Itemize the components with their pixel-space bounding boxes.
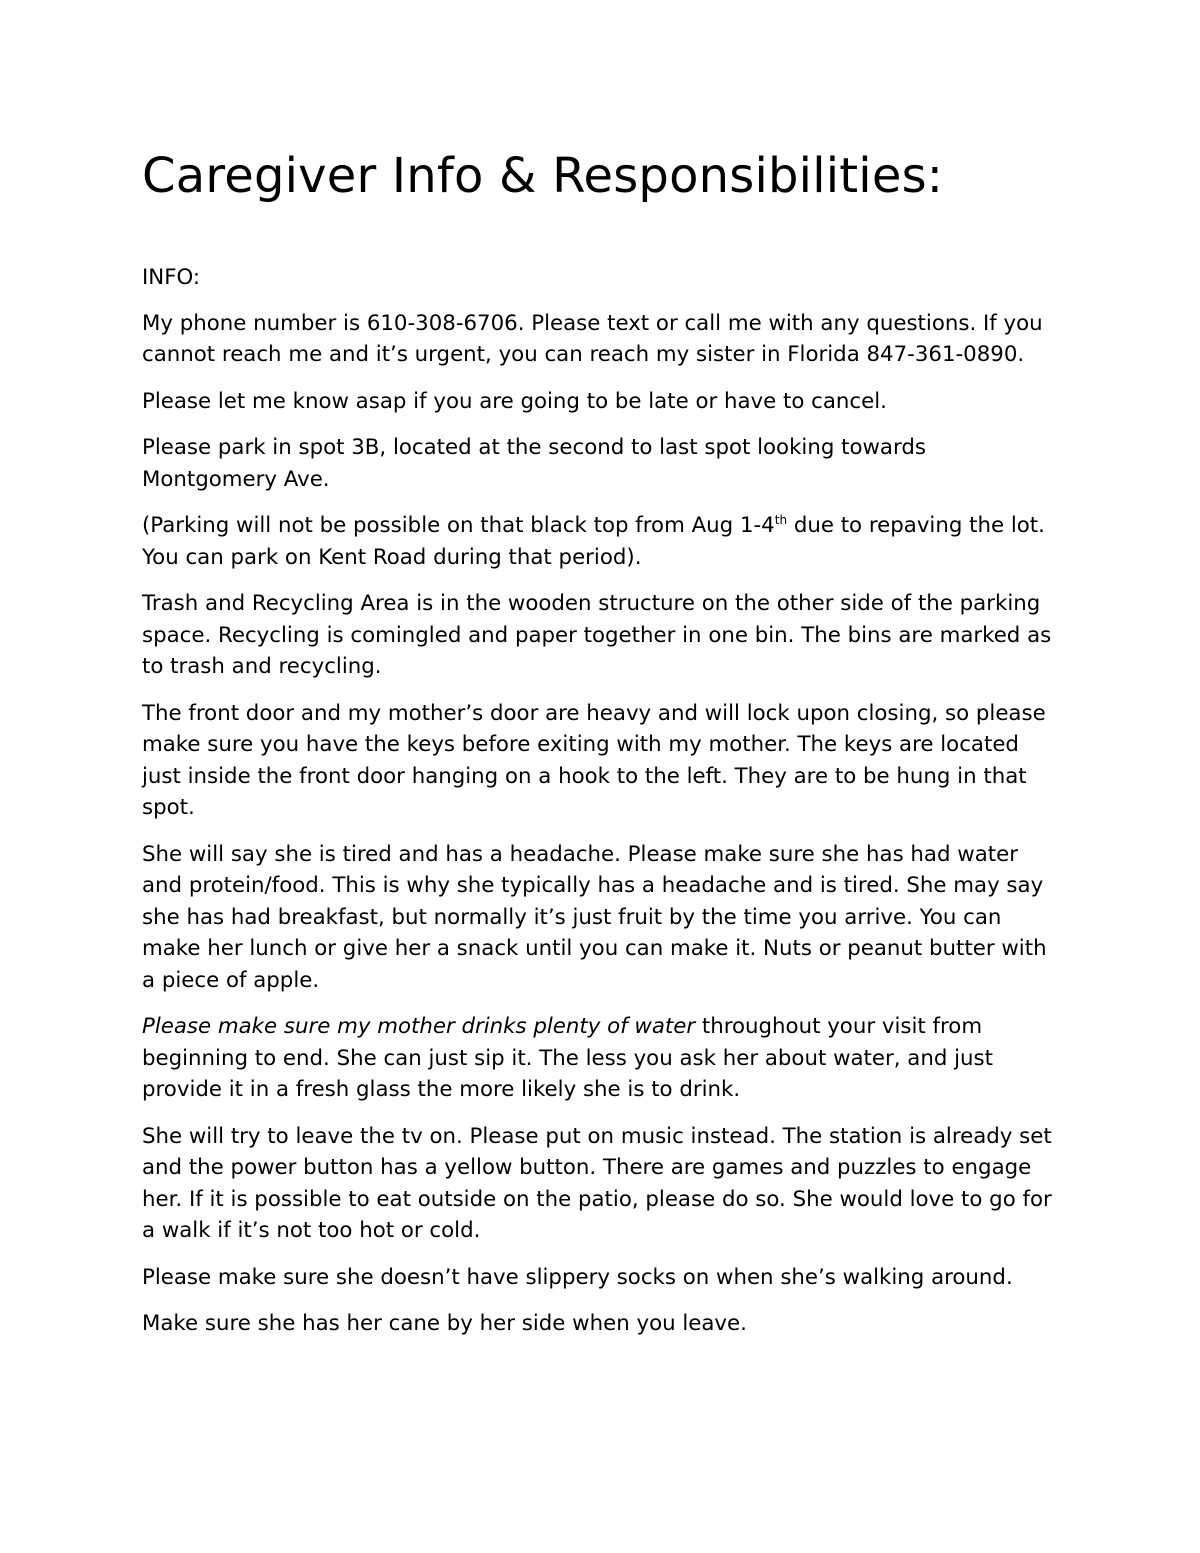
paragraph-repaving bbox=[142, 510, 1062, 573]
repaving-text-end: due to repaving the lot. You can park on Kent Road during that period). bbox=[142, 513, 1045, 570]
paragraph-tired-headache: She will say she is tired and has a headache. Please make sure she has had water and protein/food. This is why she typically has a headache and is tired. She may say she has had breakfast, but normally it’s just fruit by the time you arrive. You can make her lunch or give her a snack until you can make it. Nuts or peanut butter with a piece of apple. bbox=[142, 841, 1047, 993]
paragraph-parking: Please park in spot 3B, located at the second to last spot looking towards Montgomery Ave. bbox=[142, 435, 926, 492]
paragraph-tv-music: She will try to leave the tv on. Please put on music instead. The station is already set and the power button has a yellow button. There are games and puzzles to engage her. If it is possible to eat outside on the patio, please do so. She would love to go for a walk if it’s not too hot or cold. bbox=[142, 1123, 1052, 1243]
water-text-rest: throughout your visit from beginning to end. She can just sip it. The less you ask her about water, and just provide it in a fresh glass the more likely she is to drink. bbox=[142, 1014, 993, 1102]
paragraph-socks: Please make sure she doesn’t have slippery socks on when she’s walking around. bbox=[142, 1264, 1013, 1290]
document-title: Caregiver Info & Responsibilities: bbox=[142, 148, 944, 204]
document-body bbox=[142, 138, 1062, 1355]
repaving-ordinal-suffix: th bbox=[774, 513, 788, 527]
paragraph-late-notice: Please let me know asap if you are going to be late or have to cancel. bbox=[142, 388, 887, 414]
paragraph-cane: Make sure she has her cane by her side when you leave. bbox=[142, 1311, 747, 1336]
paragraph-doors-keys: The front door and my mother’s door are heavy and will lock upon closing, so please make sure you have the keys before exiting with my mother. The keys are located just inside the front door hanging on a hook to the left. They are to be hung in that spot. bbox=[142, 700, 1046, 820]
paragraph-trash-recycling: Trash and Recycling Area is in the wooden structure on the other side of the parking space. Recycling is comingled and paper together in one bin. The bins are marked as to trash and recycling. bbox=[142, 591, 1052, 679]
repaving-text-start: (Parking will not be possible on that black top from Aug 1-4 bbox=[142, 513, 775, 538]
water-emphasis: Please make sure my mother drinks plenty of water bbox=[142, 1014, 696, 1039]
section-label-info: INFO: bbox=[142, 265, 201, 290]
paragraph-phone: My phone number is 610-308-6706. Please text or call me with any questions. If you cannot reach me and it’s urgent, you can reach my sister in Florida 847-361-0890. bbox=[142, 310, 1043, 367]
paragraph-water bbox=[142, 1011, 1062, 1106]
